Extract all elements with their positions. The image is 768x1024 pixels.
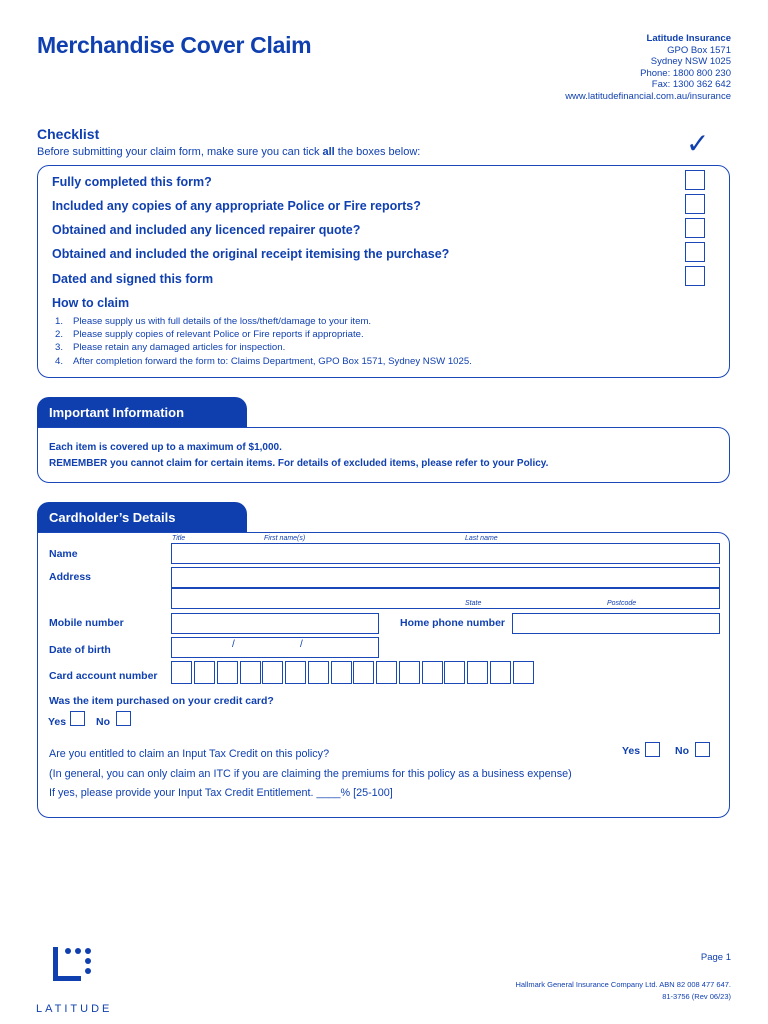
- itc-no-checkbox[interactable]: [695, 742, 710, 757]
- itc-note: (In general, you can only claim an ITC if you are claiming the premiums for this policy as a business expense): [49, 768, 572, 780]
- checklist-checkbox-receipt[interactable]: [685, 242, 705, 262]
- date-of-birth-label: Date of birth: [49, 644, 111, 656]
- address-field-line2[interactable]: [171, 588, 720, 609]
- card-number-group-1: [171, 661, 263, 684]
- card-digit-box[interactable]: [399, 661, 420, 684]
- card-digit-box[interactable]: [171, 661, 192, 684]
- card-digit-box[interactable]: [308, 661, 329, 684]
- insurer-address: [565, 33, 731, 103]
- card-account-number-label: Card account number: [49, 670, 158, 682]
- dob-separator: /: [300, 639, 303, 650]
- card-digit-box[interactable]: [217, 661, 238, 684]
- mobile-number-label: Mobile number: [49, 617, 124, 629]
- checklist-intro: [37, 146, 420, 158]
- insurer-city: Sydney NSW 1025: [650, 56, 731, 68]
- how-to-claim-heading: How to claim: [52, 296, 130, 310]
- insurer-box: GPO Box 1571: [667, 44, 731, 56]
- card-digit-box[interactable]: [262, 661, 283, 684]
- list-item: [55, 355, 472, 368]
- checklist-item-signed: Dated and signed this form: [52, 272, 214, 286]
- name-field[interactable]: [171, 543, 720, 564]
- card-digit-box[interactable]: [331, 661, 352, 684]
- checklist-item-receipt: Obtained and included the original receipt itemising the purchase?: [52, 247, 450, 261]
- state-sublabel: State: [465, 600, 482, 607]
- step-number: 3.: [55, 342, 64, 354]
- cardholder-details-tab: Cardholder’s Details: [37, 502, 247, 532]
- card-number-group-4: [444, 661, 536, 684]
- last-name-sublabel: Last name: [465, 535, 498, 542]
- card-digit-box[interactable]: [353, 661, 374, 684]
- coverage-limit-text: Each item is covered up to a maximum of $1,000.: [49, 442, 282, 453]
- card-digit-box[interactable]: [285, 661, 306, 684]
- checklist-item-quote: Obtained and included any licenced repairer quote?: [52, 223, 361, 237]
- insurer-fax: Fax: 1300 362 642: [651, 79, 731, 91]
- latitude-logo: [53, 947, 101, 987]
- list-item: [55, 328, 472, 341]
- address-label: Address: [49, 571, 92, 583]
- itc-no-label: No: [675, 745, 689, 757]
- date-of-birth-field[interactable]: [171, 637, 379, 658]
- step-number: 2.: [55, 329, 64, 341]
- checklist-intro-text: Before submitting your claim form, make sure you can tick: [37, 146, 323, 158]
- checklist-item-completed: Fully completed this form?: [52, 175, 212, 189]
- dob-separator: /: [232, 639, 235, 650]
- exclusions-reminder-text: REMEMBER you cannot claim for certain items. For details of excluded items, please refer to your Policy.: [49, 458, 549, 469]
- purchased-yes-checkbox[interactable]: [70, 711, 85, 726]
- title-sublabel: Title: [172, 535, 186, 542]
- card-digit-box[interactable]: [422, 661, 443, 684]
- card-digit-box[interactable]: [376, 661, 397, 684]
- step-text: After completion forward the form to: Claims Department, GPO Box 1571, Sydney NSW 1025.: [73, 355, 472, 367]
- purchased-yes-label: Yes: [48, 716, 67, 728]
- checklist-checkbox-quote[interactable]: [685, 218, 705, 238]
- checklist-checkbox-signed[interactable]: [685, 266, 705, 286]
- mobile-number-field[interactable]: [171, 613, 379, 634]
- how-to-claim-steps: [55, 315, 472, 368]
- card-number-group-3: [353, 661, 445, 684]
- home-phone-label: Home phone number: [400, 617, 506, 629]
- itc-entitlement: If yes, please provide your Input Tax Credit Entitlement. ____% [25-100]: [49, 787, 393, 799]
- logo-wordmark: LATITUDE: [36, 1003, 113, 1015]
- checkmark-icon: ✓: [686, 128, 710, 159]
- card-digit-box[interactable]: [194, 661, 215, 684]
- insurer-website-link[interactable]: www.latitudefinancial.com.au/insurance: [565, 90, 731, 102]
- card-digit-box[interactable]: [490, 661, 511, 684]
- card-digit-box[interactable]: [444, 661, 465, 684]
- first-name-sublabel: First name(s): [264, 535, 306, 542]
- insurer-name: Latitude Insurance: [646, 33, 731, 44]
- home-phone-field[interactable]: [512, 613, 720, 634]
- page-title: Merchandise Cover Claim: [37, 32, 312, 58]
- checklist-heading: Checklist: [37, 126, 100, 142]
- step-text: Please supply us with full details of the loss/theft/damage to your item.: [73, 316, 372, 327]
- itc-yes-label: Yes: [622, 745, 641, 757]
- step-number: 4.: [55, 355, 64, 367]
- postcode-sublabel: Postcode: [607, 600, 637, 607]
- address-field-line1[interactable]: [171, 567, 720, 588]
- purchased-on-card-question: Was the item purchased on your credit card?: [49, 695, 274, 707]
- card-digit-box[interactable]: [513, 661, 534, 684]
- purchased-no-label: No: [96, 716, 110, 728]
- checklist-checkbox-reports[interactable]: [685, 194, 705, 214]
- itc-question: Are you entitled to claim an Input Tax Credit on this policy?: [49, 748, 330, 760]
- important-info-tab: Important Information: [37, 397, 247, 427]
- checklist-intro-text-end: the boxes below:: [334, 146, 421, 158]
- checklist-item-reports: Included any copies of any appropriate Police or Fire reports?: [52, 199, 421, 213]
- checklist-checkbox-completed[interactable]: [685, 170, 705, 190]
- card-digit-box[interactable]: [240, 661, 261, 684]
- important-info-panel: [37, 427, 730, 483]
- card-digit-box[interactable]: [467, 661, 488, 684]
- insurer-phone: Phone: 1800 800 230: [640, 67, 731, 79]
- step-text: Please supply copies of relevant Police or Fire reports if appropriate.: [73, 329, 364, 341]
- checklist-intro-emphasis: all: [322, 146, 335, 158]
- form-code: 81-3756 (Rev 06/23): [662, 992, 731, 1001]
- page-number: Page 1: [700, 952, 731, 963]
- card-number-group-2: [262, 661, 354, 684]
- list-item: [55, 341, 472, 354]
- list-item: [55, 315, 472, 328]
- step-number: 1.: [55, 316, 64, 327]
- itc-yes-checkbox[interactable]: [645, 742, 660, 757]
- purchased-no-checkbox[interactable]: [116, 711, 131, 726]
- step-text: Please retain any damaged articles for inspection.: [73, 342, 286, 354]
- company-abn: Hallmark General Insurance Company Ltd. ABN 82 008 477 647.: [515, 980, 731, 989]
- name-label: Name: [49, 548, 78, 560]
